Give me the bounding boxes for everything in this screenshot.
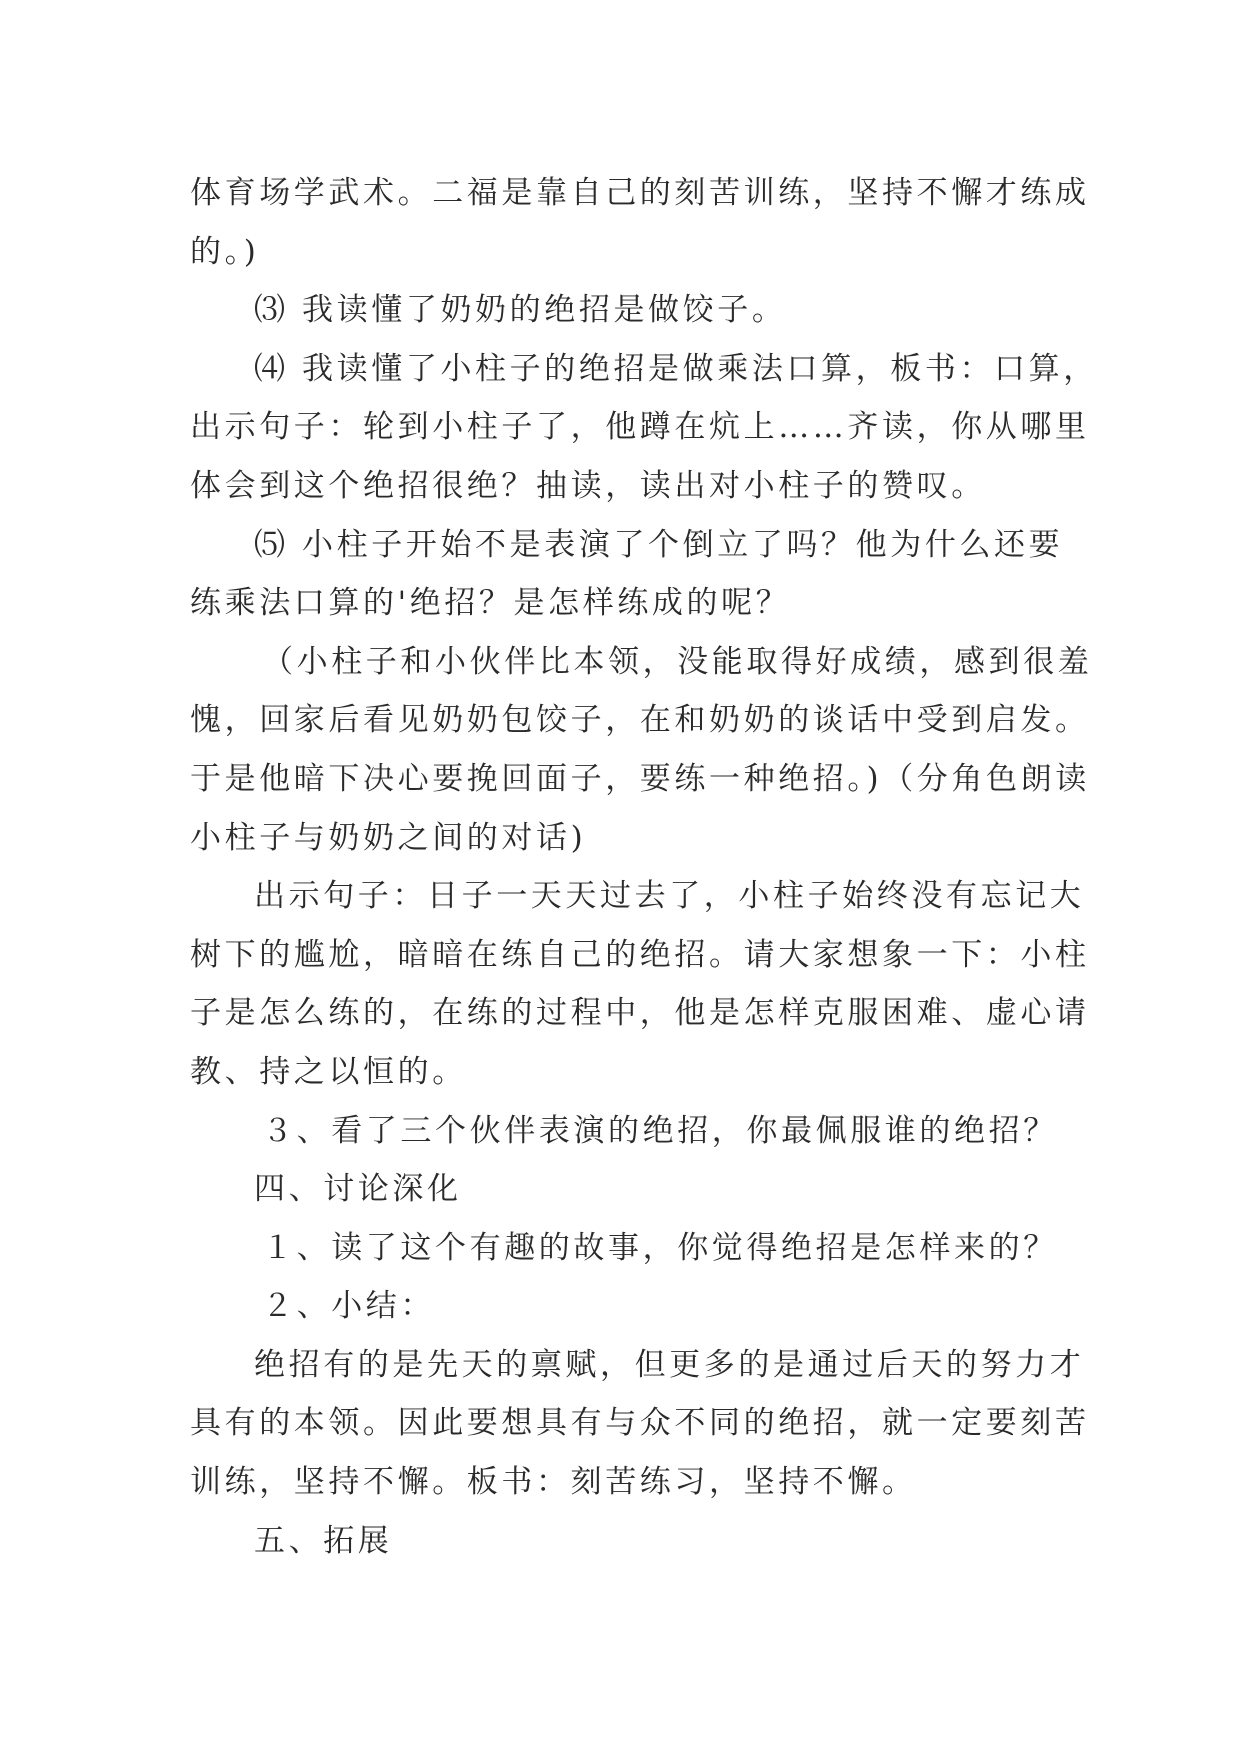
text-line-11: 于是他暗下决心要挽回面子，要练一种绝招。)（分角色朗读: [190, 760, 1090, 797]
text-line-8: 练乘法口算的'绝招？是怎样练成的呢？: [190, 585, 791, 622]
text-line-15: 子是怎么练的，在练的过程中，他是怎样克服困难、虚心请: [190, 995, 1090, 1032]
text-line-2: 的。): [190, 233, 260, 270]
text-line-5: 出示句子：轮到小柱子了，他蹲在炕上……齐读，你从哪里: [190, 409, 1090, 446]
document-body: [190, 164, 1098, 1570]
text-line-12: 小柱子与奶奶之间的对话): [190, 819, 587, 856]
text-line-21: 绝招有的是先天的禀赋，但更多的是通过后天的努力才: [254, 1346, 1085, 1383]
section-heading-5: 五、拓展: [254, 1522, 393, 1559]
text-line-22: 具有的本领。因此要想具有与众不同的绝招，就一定要刻苦: [190, 1405, 1090, 1442]
text-line-13: 出示句子：日子一天天过去了，小柱子始终没有忘记大: [254, 878, 1085, 915]
text-line-9: （小柱子和小伙伴比本领，没能取得好成绩，感到很羞: [262, 643, 1093, 680]
text-line-1: 体育场学武术。二福是靠自己的刻苦训练，坚持不懈才练成: [190, 175, 1090, 211]
text-line-4: ⑷ 我读懂了小柱子的绝招是做乘法口算，板书：口算，: [254, 350, 1098, 387]
text-line-19: １、读了这个有趣的故事，你觉得绝招是怎样来的？: [262, 1229, 1058, 1266]
text-line-3: ⑶ 我读懂了奶奶的绝招是做饺子。: [254, 292, 787, 329]
text-line-7: ⑸ 小柱子开始不是表演了个倒立了吗？他为什么还要: [254, 526, 1064, 563]
text-line-6: 体会到这个绝招很绝？抽读，读出对小柱子的赞叹。: [190, 467, 986, 504]
text-line-10: 愧，回家后看见奶奶包饺子，在和奶奶的谈话中受到启发。: [190, 702, 1090, 739]
text-line-16: 教、持之以恒的。: [190, 1053, 467, 1090]
text-line-14: 树下的尴尬，暗暗在练自己的绝招。请大家想象一下：小柱: [190, 936, 1090, 973]
text-line-20: ２、小结：: [262, 1288, 435, 1325]
text-line-17: ３、看了三个伙伴表演的绝招，你最佩服谁的绝招？: [262, 1112, 1058, 1149]
text-line-23: 训练，坚持不懈。板书：刻苦练习，坚持不懈。: [190, 1464, 917, 1501]
section-heading-4: 四、讨论深化: [254, 1171, 462, 1208]
